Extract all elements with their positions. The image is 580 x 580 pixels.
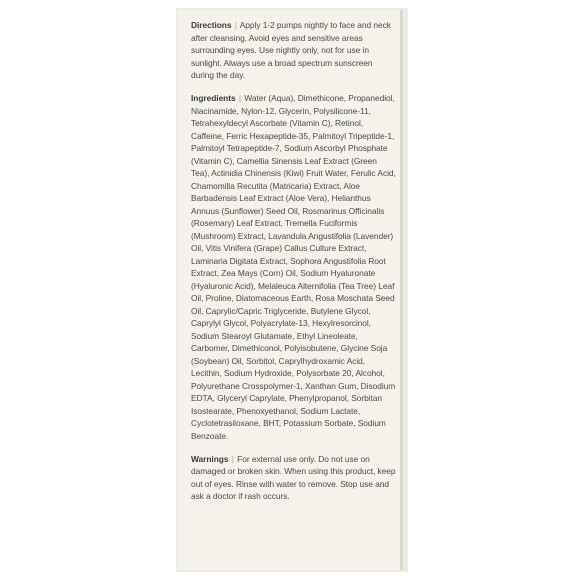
- ingredients-text: Water (Aqua), Dimethicone, Propanediol, Niacinamide, Nylon-12, Glycerin, Polysilicone-11, Tetrahexyldecyl Ascorbate (Vitamin C), Retinol, Caffeine, Ferric Hexapeptide-35, Palmitoyl Tripeptide-1, Palmitoyl Tetrapeptide-7, Sodium Ascorbyl Phosphate (Vitamin C), Camellia Sinensis Leaf Extract (Green Tea), Actinidia Chinensis (Kiwi) Fruit Water, Ferulic Acid, Chamomilla Recutita (Matricaria) Extract, Aloe Barbadensis Leaf Extract (Aloe Vera), Helianthus Annuus (Sunflower) Seed Oil, Rosmarinus Officinalis (Rosemary) Leaf Extract, Tremella Fuciformis (Mushroom) Extract, Lavandula Angustifolia (Lavender) Oil, Vitis Vinifera (Grape) Callus Culture Extract, Laminaria Digitata Extract, Sophora Angustifolia Root Extract, Zea Mays (Corn) Oil, Sodium Hyaluronate (Hyaluronic Acid), Melaleuca Alternifolia (Tea Tree) Leaf Oil, Proline, Diatomaceous Earth, Rosa Moschata Seed Oil, Caprylic/Capric Triglyceride, Butylene Glycol, Caprylyl Glycol, Polyacrylate-13, Hexylresorcinol, Sodium Stearoyl Glutamate, Ethyl Lineoleate, Carbomer, Dimethiconol, Polyisobutene, Glycine Soja (Soybean) Oil, Sorbitol, Caprylhydroxamic Acid, Lecithin, Sodium Hydroxide, Polysorbate 20, Alcohol, Polyurethane Crosspolymer-1, Xanthan Gum, Disodium EDTA, Glyceryl Caprylate, Phenylpropanol, Sorbitan Isostearate, Phenoxyethanol, Sodium Lactate, Cyclotetrasiloxane, BHT, Potassium Sorbate, Sodium Benzoate.: [191, 93, 396, 441]
- directions-heading: Directions: [191, 20, 232, 30]
- label-text-block: [191, 19, 396, 513]
- directions-section: [191, 19, 396, 82]
- warnings-separator: |: [231, 453, 234, 464]
- directions-separator: |: [234, 20, 237, 30]
- ingredients-section: [191, 92, 396, 442]
- warnings-section: [191, 453, 396, 503]
- ingredients-separator: |: [238, 93, 242, 103]
- ingredients-heading: Ingredients: [191, 93, 236, 103]
- warnings-text: For external use only. Do not use on damaged or broken skin. When using this product, keep out of eyes. Rinse with water to remove. Stop use and ask a doctor if rash occurs.: [191, 453, 396, 501]
- warnings-heading: Warnings: [191, 453, 229, 464]
- directions-text: Apply 1-2 pumps nightly to face and neck after cleansing. Avoid eyes and sensitive areas surrounding eyes. Use nightly only, not for use in sunlight. Always use a broad spectrum sunscreen during the day.: [191, 20, 391, 80]
